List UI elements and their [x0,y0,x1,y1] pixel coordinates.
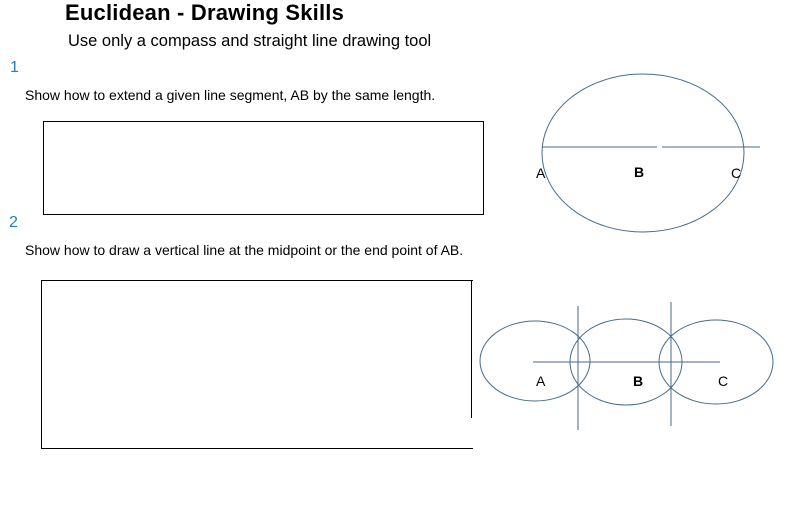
figure-2-label-b: B [633,373,644,389]
figure-1-label-a: A [536,165,546,181]
figure-2-label-c: C [718,373,729,389]
figure-1-label-c: C [731,165,742,181]
figure-1-label-b: B [634,164,645,180]
figure-1-compass-arc [542,74,744,232]
figure-2-circle-a [480,321,590,401]
question-2-prompt: Show how to draw a vertical line at the midpoint or the end point of AB. [25,242,464,258]
page-title: Euclidean - Drawing Skills [65,0,345,25]
page-subtitle: Use only a compass and straight line drawing tool [68,32,432,50]
figure-1-extend-segment [536,74,760,232]
question-1-prompt: Show how to extend a given line segment, AB by the same length. [25,87,436,103]
question-1-number: 1 [10,59,19,76]
figure-2-label-a: A [536,373,546,389]
question-2-number: 2 [9,214,18,231]
figure-2-vertical-lines [480,302,773,430]
